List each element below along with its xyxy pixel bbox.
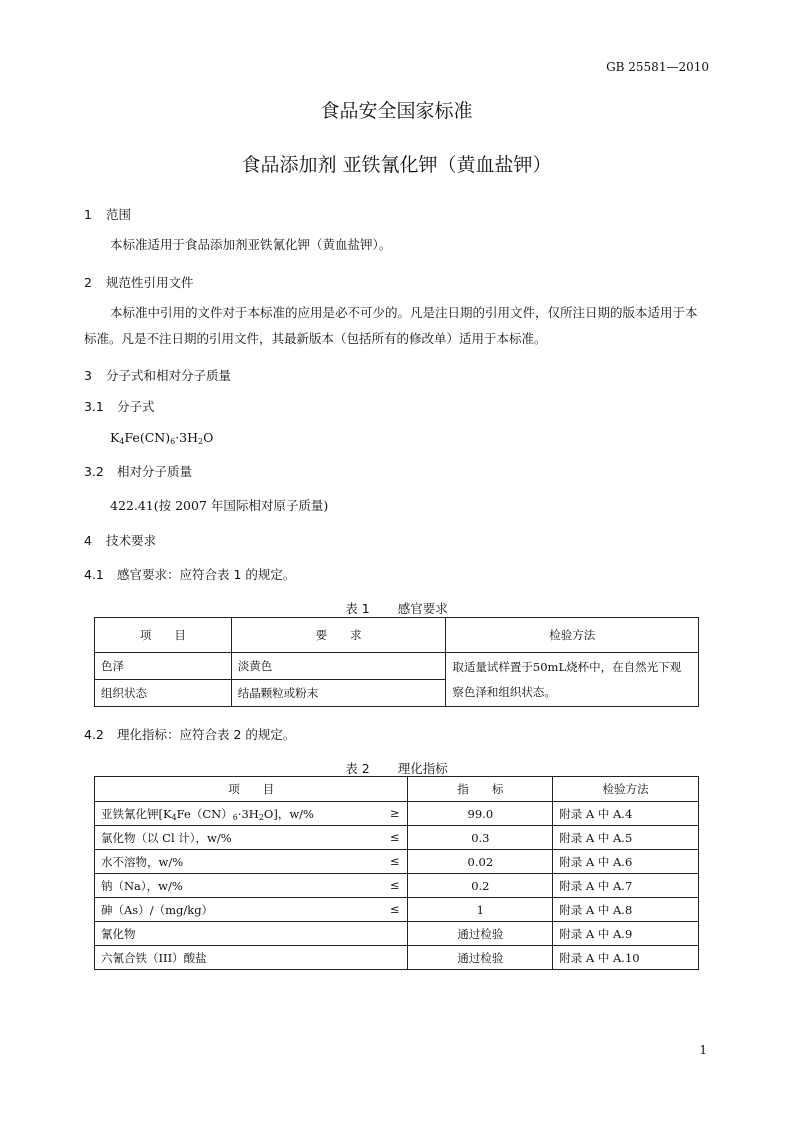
section-title: 分子式 bbox=[117, 399, 155, 414]
table-cell: 附录 A 中 A.5 bbox=[553, 826, 699, 850]
table-cell: 附录 A 中 A.4 bbox=[553, 802, 699, 826]
table-2-caption bbox=[0, 759, 793, 777]
section-number: 4.2 bbox=[84, 727, 104, 742]
table-row bbox=[95, 922, 699, 946]
table-row bbox=[95, 946, 699, 970]
table-cell: 0.3 bbox=[408, 826, 553, 850]
caption-number: 表 1 bbox=[345, 601, 370, 616]
molecular-formula: $K_4Fe(CN)_6\cdot 3H_2O$ bbox=[110, 430, 214, 446]
section-number: 4.1 bbox=[84, 567, 104, 582]
table-cell: 淡黄色 bbox=[231, 653, 446, 680]
section-2-text: 本标准中引用的文件对于本标准的应用是必不可少的。凡是注日期的引用文件，仅所注日期的版本适用于本标准。凡是不注日期的引用文件，其最新版本（包括所有的修改单）适用于本标准。 bbox=[84, 305, 698, 346]
comparison-symbol: ≤ bbox=[389, 902, 400, 916]
table-1-caption bbox=[0, 599, 793, 617]
section-4-1-heading bbox=[84, 565, 295, 583]
table-cell: 0.02 bbox=[408, 850, 553, 874]
table-cell: 氰化物 bbox=[95, 922, 408, 946]
table-cell: 亚铁氰化钾$[K_4Fe(CN)_6\cdot 3H_2O]$，w/% ≥ bbox=[95, 802, 408, 826]
section-3-1-heading bbox=[84, 397, 155, 415]
section-2-heading bbox=[84, 273, 194, 291]
table-row bbox=[95, 826, 699, 850]
sensory-requirements-table bbox=[94, 617, 699, 707]
table-cell: 钠（Na），w/% ≤ bbox=[95, 874, 408, 898]
caption-number: 表 2 bbox=[345, 761, 370, 776]
section-1-text: 本标准适用于食品添加剂亚铁氰化钾（黄血盐钾）。 bbox=[110, 237, 392, 252]
table-cell: 色泽 bbox=[95, 653, 232, 680]
table-cell: 通过检验 bbox=[408, 922, 553, 946]
table-cell: 附录 A 中 A.8 bbox=[553, 898, 699, 922]
table-cell: 组织状态 bbox=[95, 680, 232, 707]
section-text: 理化指标：应符合表 2 的规定。 bbox=[117, 727, 296, 742]
table-row bbox=[95, 850, 699, 874]
section-3-2-heading bbox=[84, 462, 192, 480]
section-title: 技术要求 bbox=[106, 533, 157, 548]
standard-number: GB 25581—2010 bbox=[606, 60, 709, 74]
section-3-heading bbox=[84, 366, 231, 384]
section-number: 2 bbox=[84, 275, 92, 290]
caption-title: 理化指标 bbox=[397, 761, 448, 776]
table-cell: 氯化物（以 Cl 计），w/% ≤ bbox=[95, 826, 408, 850]
table-cell: 0.2 bbox=[408, 874, 553, 898]
section-number: 3.1 bbox=[84, 399, 104, 414]
section-number: 4 bbox=[84, 533, 92, 548]
comparison-symbol: ≤ bbox=[389, 854, 400, 868]
table-cell: 通过检验 bbox=[408, 946, 553, 970]
section-text: 感官要求：应符合表 1 的规定。 bbox=[117, 567, 296, 582]
caption-title: 感官要求 bbox=[397, 601, 448, 616]
section-4-heading bbox=[84, 531, 156, 549]
table-header-row bbox=[95, 618, 699, 653]
column-header: 要 求 bbox=[231, 618, 446, 653]
table-cell: 附录 A 中 A.6 bbox=[553, 850, 699, 874]
section-title: 分子式和相对分子质量 bbox=[106, 368, 232, 383]
table-row bbox=[95, 802, 699, 826]
comparison-symbol: ≥ bbox=[389, 806, 400, 820]
physicochemical-indicators-table bbox=[94, 776, 699, 970]
table-row bbox=[95, 898, 699, 922]
section-number: 3 bbox=[84, 368, 92, 383]
section-4-2-heading bbox=[84, 725, 295, 743]
comparison-symbol: ≤ bbox=[389, 878, 400, 892]
document-title: 食品安全国家标准 bbox=[320, 100, 473, 122]
table-cell: 1 bbox=[408, 898, 553, 922]
column-header: 检验方法 bbox=[446, 618, 699, 653]
column-header: 项 目 bbox=[95, 618, 232, 653]
table-cell: 附录 A 中 A.9 bbox=[553, 922, 699, 946]
table-cell: 六氰合铁（III）酸盐 bbox=[95, 946, 408, 970]
table-cell: 99.0 bbox=[408, 802, 553, 826]
section-number: 1 bbox=[84, 207, 92, 222]
page-number: 1 bbox=[699, 1043, 707, 1057]
section-title: 相对分子质量 bbox=[117, 464, 193, 479]
column-header: 项 目 bbox=[95, 777, 408, 802]
table-cell: 取适量试样置于50mL烧杯中，在自然光下观察色泽和组织状态。 bbox=[446, 653, 699, 707]
section-title: 范围 bbox=[106, 207, 132, 222]
document-subtitle: 食品添加剂 亚铁氰化钾（黄血盐钾） bbox=[241, 154, 552, 176]
section-title: 规范性引用文件 bbox=[106, 275, 194, 290]
column-header: 指 标 bbox=[408, 777, 553, 802]
molecular-mass: 422.41(按 2007 年国际相对原子质量) bbox=[110, 498, 329, 513]
table-cell: 结晶颗粒或粉末 bbox=[231, 680, 446, 707]
table-cell: 附录 A 中 A.10 bbox=[553, 946, 699, 970]
comparison-symbol: ≤ bbox=[389, 830, 400, 844]
table-row bbox=[95, 653, 699, 680]
table-cell: 砷（As）/（mg/kg） ≤ bbox=[95, 898, 408, 922]
table-row bbox=[95, 874, 699, 898]
column-header: 检验方法 bbox=[553, 777, 699, 802]
section-1-heading bbox=[84, 205, 131, 223]
table-cell: 水不溶物，w/% ≤ bbox=[95, 850, 408, 874]
table-header-row bbox=[95, 777, 699, 802]
section-number: 3.2 bbox=[84, 464, 104, 479]
table-cell: 附录 A 中 A.7 bbox=[553, 874, 699, 898]
